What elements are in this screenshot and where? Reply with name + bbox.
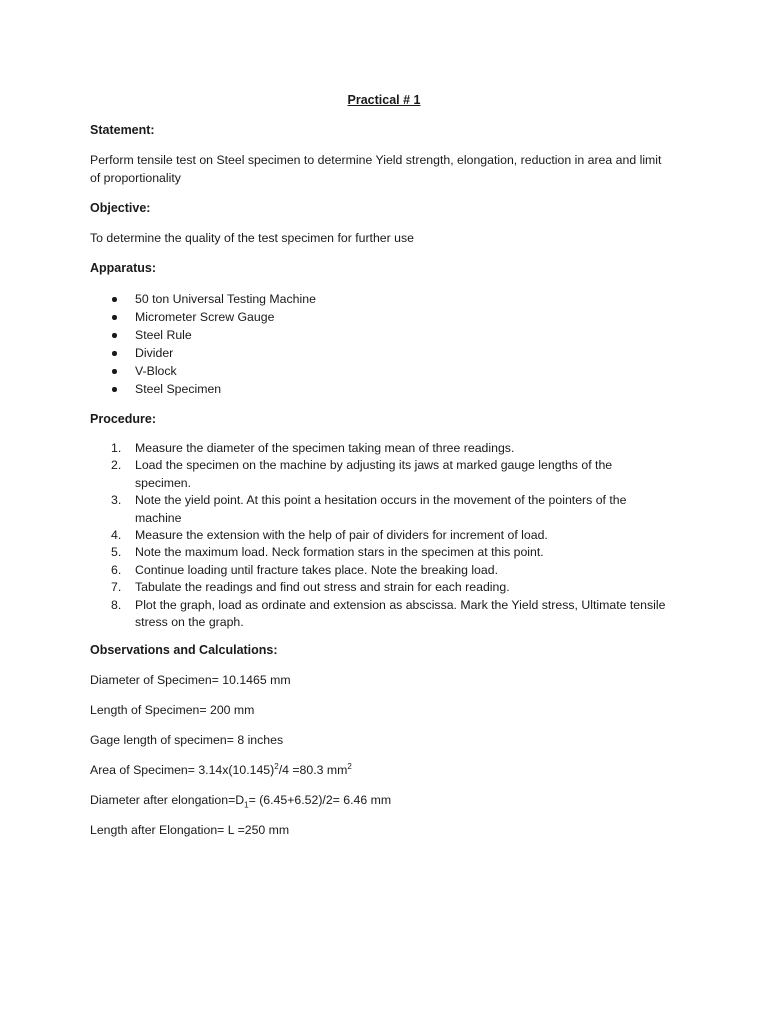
- diameter-line: Diameter of Specimen= 10.1465 mm: [90, 673, 291, 687]
- list-item: [90, 579, 690, 596]
- diameter-after-line: [90, 791, 690, 809]
- step-text-continued: stress on the graph.: [135, 615, 244, 630]
- step-number: 6.: [111, 562, 122, 577]
- list-item: [90, 362, 690, 380]
- list-item: [90, 562, 690, 579]
- length-after-line: Length after Elongation= L =250 mm: [90, 823, 290, 837]
- statement-line-2: of proportionality: [90, 171, 181, 185]
- apparatus-item: V-Block: [135, 364, 177, 378]
- apparatus-item: Micrometer Screw Gauge: [135, 310, 275, 324]
- objective-text: To determine the quality of the test specimen for further use: [90, 231, 414, 245]
- list-item: [90, 290, 690, 308]
- diameter-after-value: = (6.45+6.52)/2= 6.46 mm: [248, 793, 392, 807]
- list-item: [90, 344, 690, 362]
- apparatus-item: Steel Rule: [135, 328, 192, 342]
- step-text: Note the maximum load. Neck formation stars in the specimen at this point.: [135, 545, 544, 560]
- step-number: 1.: [111, 441, 122, 455]
- observations-heading: Observations and Calculations:: [90, 643, 278, 657]
- area-text: Area of Specimen= 3.14x(10.145): [90, 763, 275, 777]
- bullet-icon: [112, 333, 117, 338]
- bullet-icon: [112, 387, 117, 392]
- length-line: Length of Specimen= 200 mm: [90, 703, 255, 717]
- objective-heading: Objective:: [90, 201, 151, 215]
- step-text-continued: specimen.: [135, 475, 192, 490]
- area-unit-exponent: 2: [347, 761, 352, 771]
- list-item: [90, 457, 690, 492]
- step-number: 5.: [111, 545, 122, 560]
- diameter-after-subscript: 1: [244, 800, 249, 810]
- step-number: 3.: [111, 493, 122, 508]
- step-text: Note the yield point. At this point a hesitation occurs in the movement of the pointers of the: [135, 493, 627, 508]
- bullet-icon: [112, 369, 117, 374]
- diameter-after-text: Diameter after elongation=D: [90, 793, 245, 807]
- step-text: Plot the graph, load as ordinate and extension as abscissa. Mark the Yield stress, Ultimate tensile: [135, 597, 666, 612]
- procedure-list: [90, 440, 690, 631]
- bullet-icon: [112, 351, 117, 356]
- step-text: Load the specimen on the machine by adjusting its jaws at marked gauge lengths of the: [135, 458, 613, 473]
- step-text: Measure the diameter of the specimen taking mean of three readings.: [135, 441, 515, 455]
- list-item: [90, 544, 690, 561]
- list-item: [90, 492, 690, 527]
- apparatus-item: Steel Specimen: [135, 382, 222, 396]
- step-number: 8.: [111, 597, 122, 612]
- step-text-continued: machine: [135, 510, 182, 525]
- area-text-2: /4 =80.3 mm: [278, 763, 348, 777]
- step-text: Measure the extension with the help of pair of dividers for increment of load.: [135, 528, 548, 543]
- area-line: [90, 761, 690, 779]
- list-item: [90, 440, 690, 457]
- step-number: 7.: [111, 580, 122, 595]
- statement-heading: Statement:: [90, 123, 155, 137]
- bullet-icon: [112, 297, 117, 302]
- list-item: [90, 527, 690, 544]
- step-number: 2.: [111, 458, 122, 473]
- bullet-icon: [112, 315, 117, 320]
- apparatus-item: 50 ton Universal Testing Machine: [135, 292, 316, 306]
- apparatus-list: [90, 290, 690, 398]
- statement-text: [90, 151, 690, 187]
- gage-length-line: Gage length of specimen= 8 inches: [90, 733, 284, 747]
- page-title: Practical # 1: [347, 93, 421, 107]
- apparatus-item: Divider: [135, 346, 174, 360]
- step-text: Continue loading until fracture takes place. Note the breaking load.: [135, 562, 498, 577]
- list-item: [90, 597, 690, 632]
- step-number: 4.: [111, 528, 122, 543]
- list-item: [90, 380, 690, 398]
- list-item: [90, 308, 690, 326]
- step-text: Tabulate the readings and find out stress and strain for each reading.: [135, 580, 510, 595]
- statement-line-1: Perform tensile test on Steel specimen to determine Yield strength, elongation, reduction in area and limit: [90, 153, 662, 167]
- list-item: [90, 326, 690, 344]
- apparatus-heading: Apparatus:: [90, 261, 156, 275]
- area-exponent: 2: [274, 761, 279, 771]
- procedure-heading: Procedure:: [90, 412, 156, 426]
